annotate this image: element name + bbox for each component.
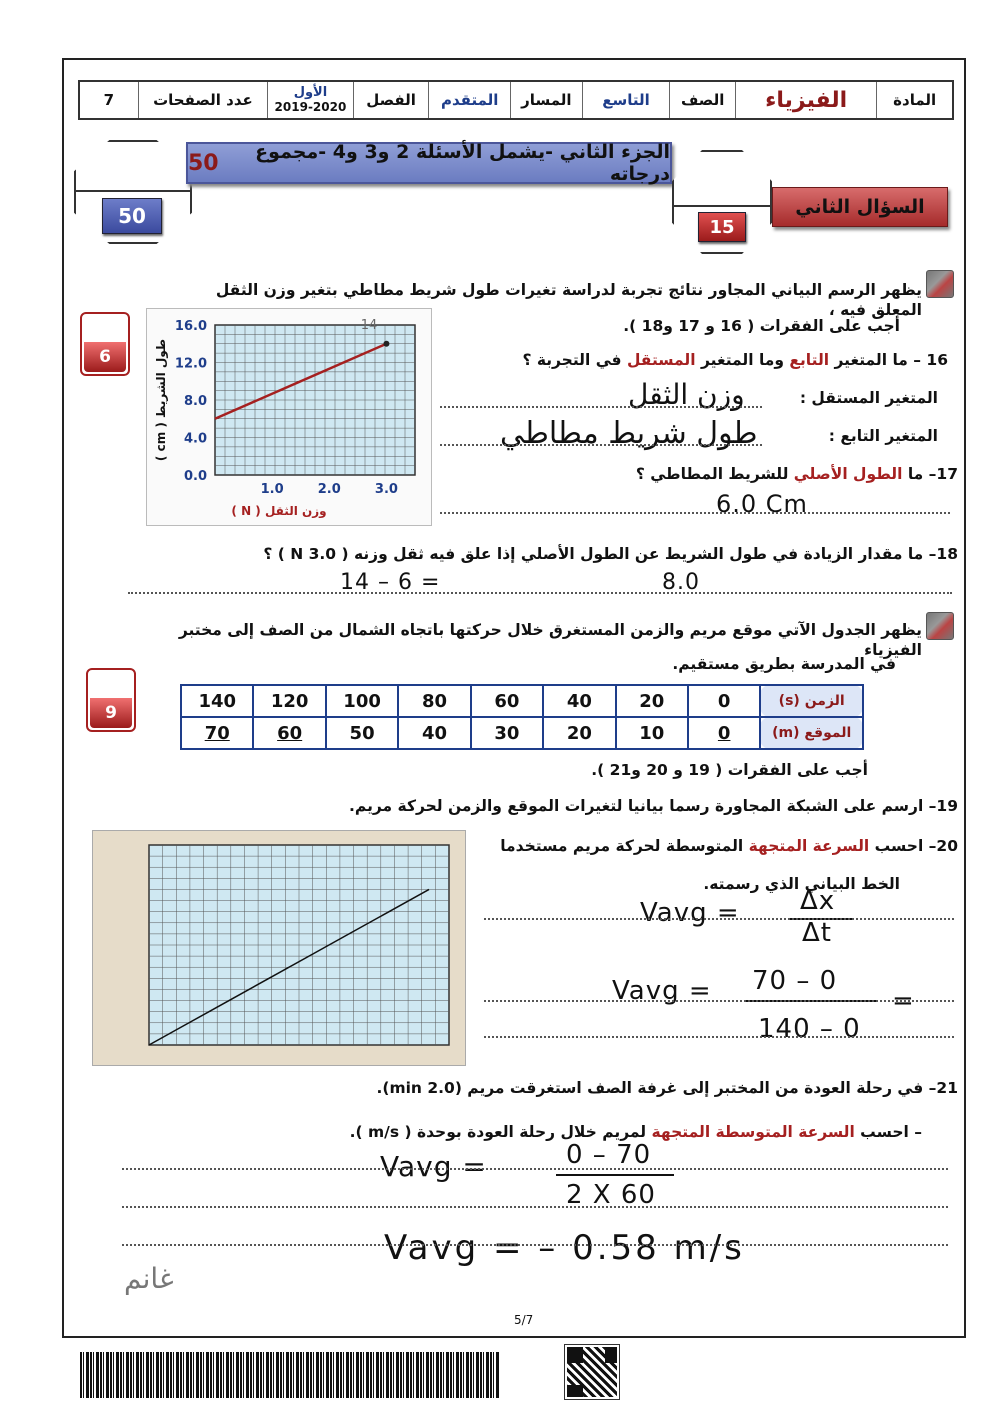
answer-line [122,1244,948,1246]
time-cell: 80 [398,685,470,717]
section2-instruction: أجب على الفقرات ( 19 و 20 و21 ). [591,761,868,779]
dependent-label: المتغير التابع : [828,427,938,445]
q20-text-c: المتوسطة لحركة مريم مستخدما [500,837,749,855]
position-cell: 10 [616,717,688,749]
q21-sub-a: – احسب [854,1123,922,1141]
book-icon [926,270,954,298]
total-score-box: 50 [102,198,162,234]
chart1-svg [147,309,433,527]
section1-instruction: أجب على الفقرات ( 16 و 17 و18 ). [623,317,900,335]
page-number: 5/7 [514,1313,534,1327]
q20-answer1-lhs: Vavg = [640,898,740,928]
section2-intro: يظهر الجدول الآتي موقع مريم والزمن المستغرق خلال حركتها باتجاه الشمال من الصف إلى مختبر الفيزياء [178,621,922,659]
octagon-divider [76,190,190,192]
chart2-frame [92,830,466,1066]
q20-line2: الخط البياني الذي رسمته. [703,875,900,893]
q20-answer2-eq: = [892,986,915,1016]
q17-line [488,464,958,484]
q21-text: في رحلة العودة من المختبر إلى غرفة الصف استغرقت مريم (2.0 min). [376,1079,924,1097]
answer-line [440,512,950,514]
dependent-answer: طول شريط مطاطي [500,416,758,451]
q18-answer-right: 8.0 [662,570,700,595]
term-year-cell [267,82,353,118]
question-score-box: 15 [698,212,746,242]
position-time-table [180,684,864,750]
q20-answer1-den: Δt [802,918,832,948]
q16-line [388,350,948,370]
chart1-xtick: 3.0 [374,482,398,497]
q20-number: 20– [923,837,958,855]
grade-value: التاسع [582,82,670,118]
chart1-ytick: 16.0 [174,319,207,334]
answer-line [440,444,762,446]
pages-label: عدد الصفحات [138,82,267,118]
q20-velocity-word: السرعة المتجهة [748,837,870,855]
banner-total: 50 [188,150,219,176]
q16-independent-word: المستقل [626,351,696,369]
answer-line [440,406,762,408]
barcode [80,1352,500,1398]
q17-number: 17– [923,465,958,483]
q21-sub-c: لمريم خلال رحلة العودة بوحدة ( m/s ). [349,1123,652,1141]
chart1-xtick: 1.0 [260,482,284,497]
q16-text-e: في التجربة ؟ [522,351,627,369]
q21-answer1-num: 0 – 70 [566,1140,652,1170]
answer-line [122,1206,948,1208]
chart1-xlabel: وزن الثقل ( N ) [231,504,327,518]
q18-number: 18– [923,545,958,563]
q19-line [258,796,958,816]
q19-text: ارسم على الشبكة المجاورة رسما بيانيا لتغيرات الموقع والزمن لحركة مريم. [349,797,924,815]
q16-dependent-word: التابع [789,351,830,369]
time-cell: 140 [181,685,253,717]
time-header: الزمن (s) [760,685,863,717]
q16-number: 16 – [907,351,948,369]
q20-answer2-den: 140 – 0 [758,1014,861,1044]
subject-value: الفيزياء [735,82,876,118]
position-header: الموقع (m) [760,717,863,749]
chart2-svg [93,831,467,1067]
q19-number: 19– [923,797,958,815]
subject-label: المادة [876,82,952,118]
q18-text: ما مقدار الزيادة في طول الشريط عن الطول الأصلي إذا علق فيه ثقل وزنه ( 3.0 N ) ؟ [263,545,924,563]
pages-value: 7 [103,91,115,109]
marks-value: 6 [84,342,126,372]
qr-code [565,1345,619,1399]
answer-line [128,592,952,594]
exam-header-table [78,80,954,120]
q20-answer1-num: Δx [800,886,836,916]
marks-value: 9 [90,698,132,728]
q20-line [478,836,958,856]
year-value: 2019-2020 [274,100,347,114]
time-cell: 60 [471,685,543,717]
chart1-ytick: 12.0 [174,356,207,372]
chart1-xtick: 2.0 [317,482,341,497]
q21-answer2: Vavg = – 0.58 m/s [384,1228,745,1268]
q17-original-length: الطول الأصلي [793,465,903,483]
time-cell: 40 [543,685,615,717]
chart1-ytick: 0.0 [183,469,207,484]
q20-answer2-lhs: Vavg = [612,976,712,1006]
octagon-divider-2 [674,205,770,207]
chart1-ylabel: طول الشريط ( cm ) [154,338,168,462]
part-two-banner [186,142,672,184]
position-cell: 20 [543,717,615,749]
term-value: الأول [293,85,328,100]
q18-answer-left: 14 – 6 = [340,570,441,595]
time-cell: 20 [616,685,688,717]
q21-velocity-word: السرعة المتوسطة المتجهة [651,1123,855,1141]
q17-text-c: للشريط المطاطي ؟ [635,465,794,483]
question-two-label: السؤال الثاني [772,187,948,227]
q21-number: 21– [923,1079,958,1097]
time-row [181,685,863,717]
q21-answer1-lhs: Vavg = [380,1150,487,1183]
position-cell: 40 [398,717,470,749]
chart1-handwritten-note: 14 [360,317,378,333]
time-cell: 100 [326,685,398,717]
track-label: المسار [510,82,582,118]
marks-tag-6 [80,312,130,376]
time-cell: 120 [253,685,325,717]
marks-tag-9 [86,668,136,732]
position-cell: 0 [688,717,760,749]
q18-line [198,544,958,564]
answer-line [484,918,954,920]
q21-line [258,1078,958,1098]
q21-sub-line [282,1122,922,1142]
q17-answer: 6.0 Cm [716,490,808,518]
q20-answer2-num: 70 – 0 [752,966,838,996]
book-icon [926,612,954,640]
q16-text-a: ما المتغير [829,351,908,369]
q21-answer1-den: 2 X 60 [566,1180,656,1210]
chart1-ytick: 4.0 [183,431,207,447]
answer-line [484,1000,954,1002]
position-row [181,717,863,749]
position-cell: 60 [253,717,325,749]
fraction-bar [556,1174,674,1176]
position-cell: 30 [471,717,543,749]
answer-line [484,1036,954,1038]
q16-text-c: وما المتغير [695,351,790,369]
q20-text-a: احسب [869,837,924,855]
grade-label: الصف [669,82,735,118]
section2-intro2: في المدرسة بطريق مستقيم. [672,655,896,673]
track-value: المتقدم [428,82,510,118]
chart1-point [383,341,389,347]
banner-text: الجزء الثاني -يشمل الأسئلة 2 و3 و4 -مجموع درجاته [255,141,670,185]
position-cell: 70 [181,717,253,749]
section1-intro: يظهر الرسم البياني المجاور نتائج تجربة لدراسة تغيرات طول شريط مطاطي بتغير وزن الثقل المعلق فيه ، [215,281,922,319]
term-label: الفصل [353,82,429,118]
time-cell: 0 [688,685,760,717]
independent-label: المتغير المستقل : [799,389,938,407]
answer-line [122,1168,948,1170]
chart1-ytick: 8.0 [183,394,207,409]
q17-text-a: ما [902,465,924,483]
position-cell: 50 [326,717,398,749]
independent-answer: وزن الثقل [628,378,745,411]
grader-signature: غانم [124,1262,174,1295]
chart1-frame [146,308,432,526]
